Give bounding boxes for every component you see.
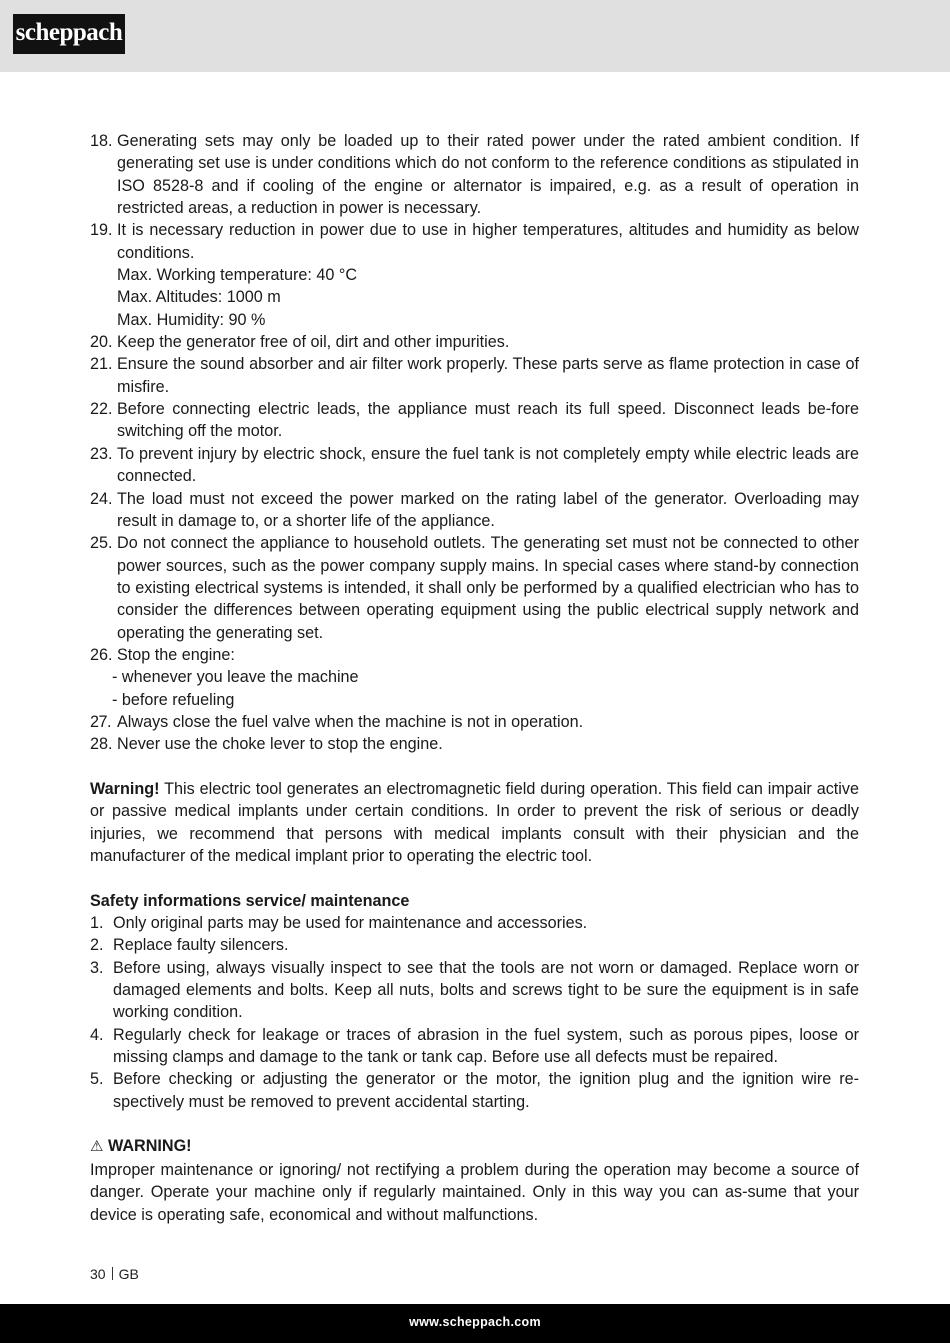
emf-warning-paragraph (90, 778, 859, 867)
list-number: 4. (90, 1025, 104, 1044)
page-content (90, 130, 859, 1226)
list-text: The load must not exceed the power marked on the rating label of the generator. Overloading may result in damage to, or a shorter life of the appliance. (117, 489, 859, 530)
list-text: Regularly check for leakage or traces of abrasion in the fuel system, such as porous pipes, loose or missing clamps and damage to the tank or tank cap. Before use all defects must be repaired. (113, 1025, 859, 1067)
max-humidity: Max. Humidity: 90 % (117, 310, 266, 329)
list-item-23 (90, 443, 859, 488)
list-text: Always close the fuel valve when the machine is not in operation. (117, 712, 584, 731)
spacer (90, 1113, 859, 1135)
maintenance-item-4 (90, 1024, 859, 1069)
list-text: Never use the choke lever to stop the engine. (117, 735, 443, 754)
page-number-block (90, 1265, 139, 1283)
max-altitudes: Max. Altitudes: 1000 m (117, 288, 281, 307)
final-warning-heading (90, 1135, 859, 1158)
page-divider (112, 1267, 113, 1280)
list-number: 3. (90, 958, 104, 977)
maintenance-heading: Safety informations service/ maintenance (90, 891, 410, 910)
list-text: Before checking or adjusting the generator or the motor, the ignition plug and the ignition wire re-spectively must be removed to prevent accidental starting. (113, 1070, 859, 1111)
list-text: Stop the engine: (117, 645, 235, 664)
list-subitem-leave-machine: - whenever you leave the machine (112, 668, 359, 687)
list-item-22 (90, 398, 859, 443)
maintenance-item-2 (90, 934, 859, 956)
spacer (90, 867, 859, 889)
warning-text: This electric tool generates an electromagnetic field during operation. This field can impair active or passive medical implants under certain conditions. In order to prevent the risk of serious or deadly injuries, we recommend that persons with medical implants consult with their physician and the manufacturer of the medical implant prior to operating the electric tool. (90, 779, 859, 865)
maintenance-item-1 (90, 912, 859, 934)
list-item-25 (90, 532, 859, 644)
page-footer (0, 1304, 950, 1343)
list-number: 18. (90, 132, 113, 150)
list-number: 24. (90, 489, 113, 508)
list-text: Before connecting electric leads, the appliance must reach its full speed. Disconnect leads be-fore switching off the motor. (117, 400, 859, 441)
list-item-20 (90, 331, 859, 353)
maintenance-item-3 (90, 957, 859, 1024)
list-number: 25. (90, 534, 113, 553)
list-text: Generating sets may only be loaded up to their rated power under the rated ambient condition. If generating set use is under conditions which do not conform to the reference conditions as stipulated in ISO 8528-8 and if cooling of the engine or alternator is impaired, e.g. as a result of operation in restricted areas, a reduction in power is necessary. (117, 132, 859, 218)
list-number: 26. (90, 645, 113, 664)
spacer (90, 756, 859, 778)
list-number: 21. (90, 355, 113, 374)
list-item-18 (90, 130, 859, 219)
list-item-24 (90, 488, 859, 533)
list-item-19 (90, 219, 859, 331)
warning-label: Warning! (90, 779, 160, 798)
final-warning-label: WARNING! (107, 1137, 192, 1156)
list-number: 27. (90, 712, 112, 731)
list-number: 2. (90, 936, 104, 955)
website-link[interactable]: www.scheppach.com (409, 1315, 541, 1329)
list-item-27 (90, 711, 859, 733)
list-number: 20. (90, 333, 113, 352)
list-text: To prevent injury by electric shock, ensure the fuel tank is not completely empty while electric leads are connected. (117, 444, 859, 486)
max-working-temperature: Max. Working temperature: 40 °C (117, 266, 358, 285)
list-number: 23. (90, 444, 113, 463)
list-text: Keep the generator free of oil, dirt and other impurities. (117, 333, 510, 352)
list-number: 1. (90, 914, 104, 933)
page-language: GB (118, 1266, 139, 1282)
list-number: 22. (90, 400, 113, 419)
list-text: Before using, always visually inspect to see that the tools are not worn or damaged. Replace worn or damaged elements and bolts. Keep all nuts, bolts and screws tight to be sure the equipment is in safe working condition. (113, 958, 859, 1022)
list-item-28 (90, 733, 859, 755)
list-text: It is necessary reduction in power due to use in higher temperatures, altitudes and humidity as below conditions. (117, 221, 859, 262)
list-text: Only original parts may be used for maintenance and accessories. (113, 914, 588, 933)
final-warning-text: Improper maintenance or ignoring/ not rectifying a problem during the operation may become a source of danger. Operate your machine only if regularly maintained. Only in this way you can as-sume that your device is operating safe, economical and without malfunctions. (90, 1160, 859, 1224)
page-header (0, 0, 950, 72)
list-text: Do not connect the appliance to household outlets. The generating set must not be connected to other power sources, such as the power company supply mains. In special cases where stand-by connection to existing electrical systems is intended, it shall only be performed by a qualified electrician who has to consider the differences between operating equipment using the public electrical supply network and operating the generating set. (117, 534, 859, 642)
warning-triangle-icon: ⚠ (90, 1138, 104, 1156)
scheppach-logo: scheppach (13, 14, 125, 54)
list-item-21 (90, 353, 859, 398)
list-number: 28. (90, 735, 113, 754)
list-subitem-before-refueling: - before refueling (112, 690, 235, 709)
list-item-26 (90, 644, 859, 666)
list-number: 5. (90, 1070, 104, 1089)
list-number: 19. (90, 221, 113, 240)
list-text: Ensure the sound absorber and air filter work properly. These parts serve as flame protection in case of misfire. (117, 355, 859, 396)
list-text: Replace faulty silencers. (113, 936, 289, 955)
page-number: 30 (90, 1266, 106, 1282)
maintenance-item-5 (90, 1068, 859, 1113)
